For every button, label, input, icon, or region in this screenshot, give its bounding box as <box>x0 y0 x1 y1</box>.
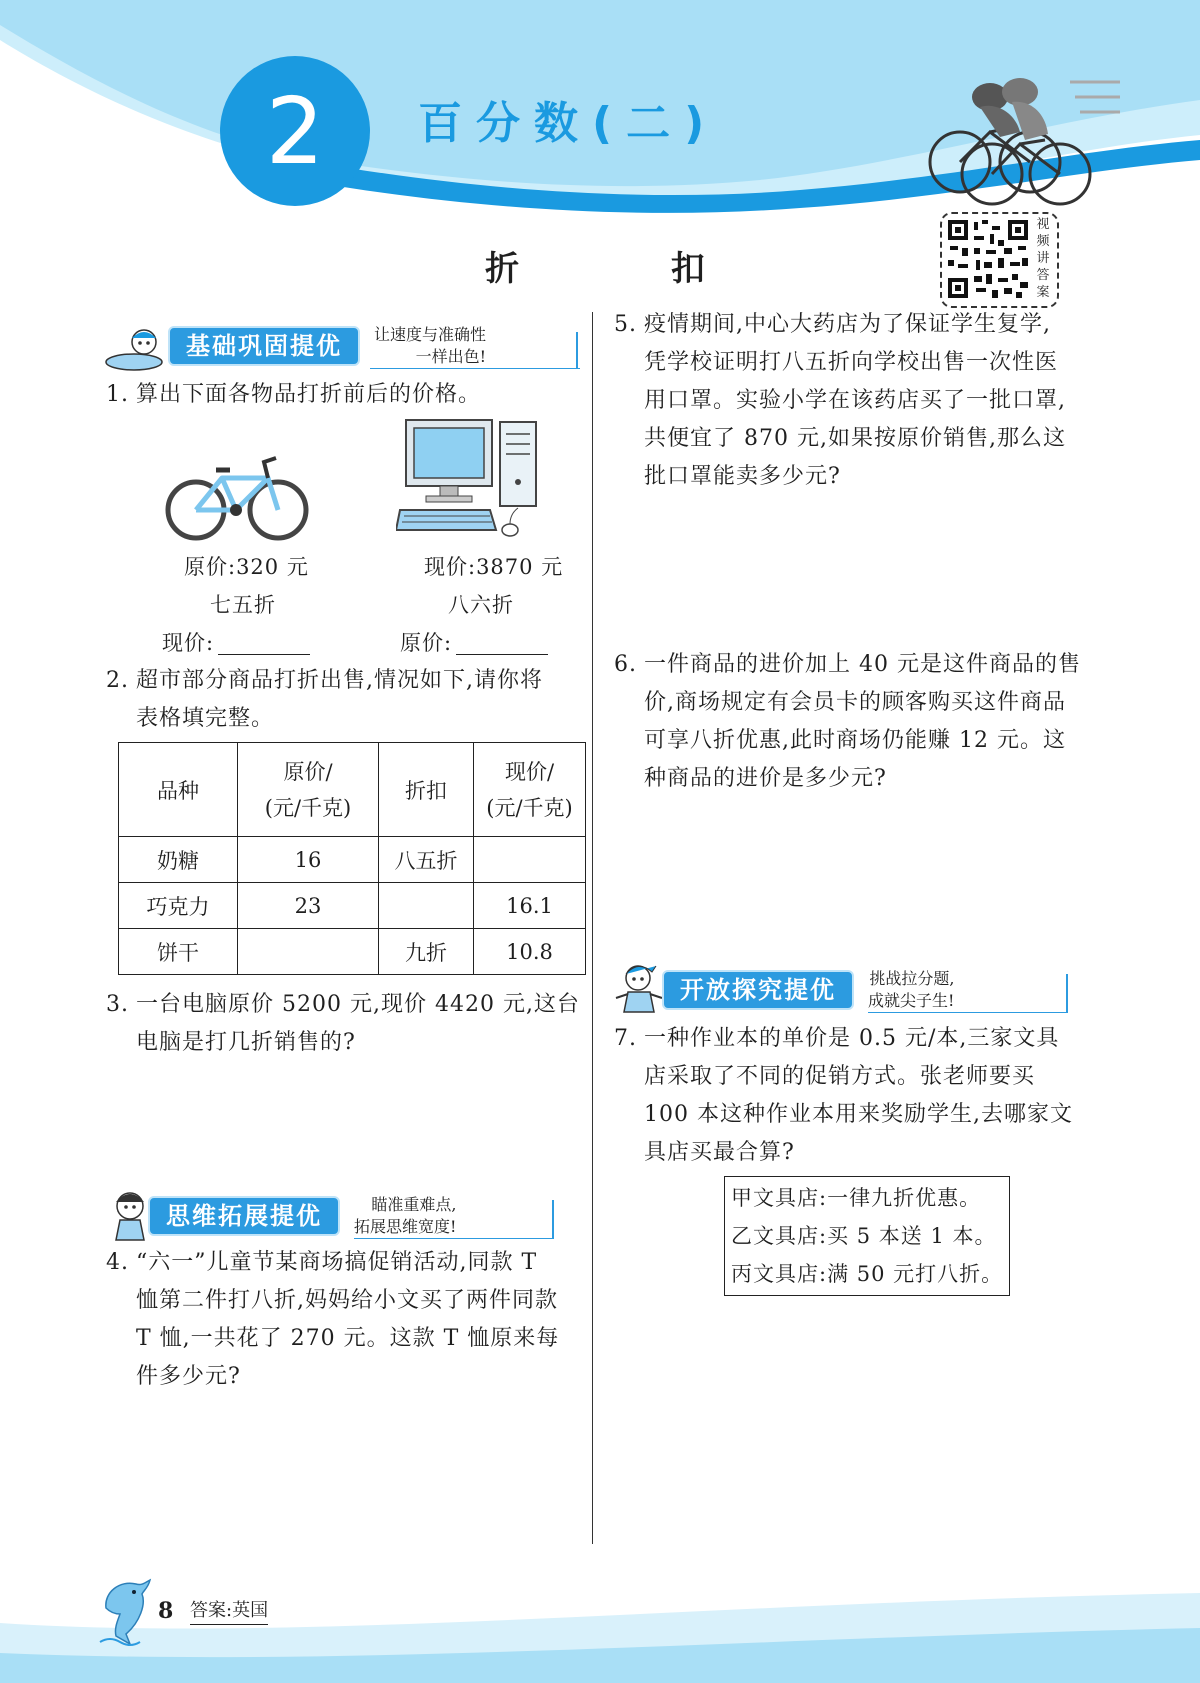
question-6 <box>614 646 1094 798</box>
question-text-line: 具店买最合算? <box>644 1140 795 1165</box>
banner-slogan-line: 一样出色! <box>415 347 487 366</box>
table-row <box>119 837 586 883</box>
question-text-line: 批口罩能卖多少元? <box>644 464 841 489</box>
question-5 <box>614 306 1094 496</box>
table-header-cell: 品种 <box>119 743 238 837</box>
question-number: 3. <box>106 992 129 1017</box>
question-7 <box>614 1020 1094 1172</box>
qr-caption-char: 案 <box>1036 285 1050 300</box>
question-text-line: 超市部分商品打折出售,情况如下,请你将 <box>136 668 543 693</box>
question-4 <box>106 1244 586 1396</box>
mascot-icon <box>104 1188 154 1244</box>
qr-caption-char: 频 <box>1036 234 1050 249</box>
question-text-line: 一台电脑原价 5200 元,现价 4420 元,这台 <box>136 992 580 1017</box>
banner-open-slogan <box>868 968 954 1012</box>
banner-basic <box>168 326 486 366</box>
question-text-line: 价,商场规定有会员卡的顾客购买这件商品 <box>644 690 1066 715</box>
question-text: 算出下面各物品打折前后的价格。 <box>136 382 482 407</box>
banner-slogan-line: 让速度与准确性 <box>374 325 487 344</box>
banner-open-label: 开放探究提优 <box>662 970 854 1010</box>
question-text-line: 件多少元? <box>136 1364 241 1389</box>
column-divider <box>592 312 593 1544</box>
question-number: 2. <box>106 668 129 693</box>
table-header-cell: 折扣 <box>379 743 474 837</box>
qr-caption-char: 答 <box>1036 268 1050 283</box>
question-text-line: 100 本这种作业本用来奖励学生,去哪家文 <box>644 1102 1073 1127</box>
mascot-icon <box>104 326 170 374</box>
table-cell: 奶糖 <box>119 837 238 883</box>
table-header-cell <box>474 743 586 837</box>
banner-thinking-underline <box>354 1238 554 1239</box>
item2-answer-label: 原价: <box>400 631 453 655</box>
question-text-line: 种商品的进价是多少元? <box>644 766 887 791</box>
banner-thinking-label: 思维拓展提优 <box>148 1196 340 1236</box>
banner-thinking-dot <box>552 1200 554 1238</box>
question-text-line: 店采取了不同的促销方式。张老师要买 <box>644 1064 1036 1089</box>
question-text-line: 一件商品的进价加上 40 元是这件商品的售 <box>644 652 1081 677</box>
item1-price: 原价:320 元 <box>184 555 309 579</box>
table-cell-blank[interactable] <box>474 837 586 883</box>
question-text-line: 疫情期间,中心大药店为了保证学生复学, <box>644 312 1051 337</box>
footer-answer: 答案:英国 <box>190 1598 268 1625</box>
store-promotions-box <box>724 1176 1010 1296</box>
table-cell-blank[interactable] <box>238 929 379 975</box>
section-title: 折 扣 <box>485 249 775 289</box>
question-text-line: “六一”儿童节某商场搞促销活动,同款 T <box>136 1250 538 1275</box>
question-text-line: 恤第二件打八折,妈妈给小文买了两件同款 <box>136 1288 558 1313</box>
question-text-line: 可享八折优惠,此时商场仍能赚 12 元。这 <box>644 728 1066 753</box>
question-number: 5. <box>614 312 637 337</box>
banner-basic-label: 基础巩固提优 <box>168 326 360 366</box>
table-cell: 八五折 <box>379 837 474 883</box>
banner-open-underline <box>868 1012 1068 1013</box>
qr-caption-char: 讲 <box>1036 251 1050 266</box>
table-cell: 16.1 <box>474 883 586 929</box>
banner-thinking <box>148 1196 456 1236</box>
banner-slogan-line: 瞄准重难点, <box>371 1195 457 1214</box>
banner-open-dot <box>1066 974 1068 1012</box>
item2-answer-blank[interactable] <box>456 654 548 655</box>
banner-thinking-slogan <box>354 1194 456 1238</box>
item1-answer-blank[interactable] <box>218 654 310 655</box>
question-1 <box>106 376 576 414</box>
question-3 <box>106 986 586 1062</box>
question-text-line: 表格填完整。 <box>136 706 275 731</box>
question-text-line: T 恤,一共花了 270 元。这款 T 恤原来每 <box>136 1326 560 1351</box>
item2-discount: 八六折 <box>448 593 514 617</box>
table-cell: 巧克力 <box>119 883 238 929</box>
question-text-line: 用口罩。实验小学在该药店买了一批口罩, <box>644 388 1066 413</box>
question-text-line: 共便宜了 870 元,如果按原价销售,那么这 <box>644 426 1066 451</box>
table-cell: 16 <box>238 837 379 883</box>
footer-wave <box>0 1583 1200 1683</box>
question-text-line: 凭学校证明打八五折向学校出售一次性医 <box>644 350 1059 375</box>
computer-illustration <box>396 418 546 542</box>
item1-discount: 七五折 <box>210 593 276 617</box>
table-cell: 饼干 <box>119 929 238 975</box>
banner-slogan-line: 挑战拉分题, <box>869 969 955 988</box>
chapter-number: 2 <box>265 78 325 185</box>
table-cell: 10.8 <box>474 929 586 975</box>
bicycle-illustration <box>164 448 310 544</box>
store-promotion-line: 乙文具店:买 5 本送 1 本。 <box>731 1224 997 1248</box>
store-promotion-line: 丙文具店:满 50 元打八折。 <box>731 1262 1004 1286</box>
table-header-line: 现价/ <box>504 759 555 784</box>
table-cell: 23 <box>238 883 379 929</box>
qr-caption-char: 视 <box>1036 217 1050 232</box>
chapter-title: 百分数(二) <box>418 98 719 149</box>
page-number: 8 <box>158 1598 174 1624</box>
question-text-line: 电脑是打几折销售的? <box>136 1030 356 1055</box>
question-number: 7. <box>614 1026 637 1051</box>
store-promotion-line: 甲文具店:一律九折优惠。 <box>731 1186 982 1210</box>
table-header-line: 原价/ <box>283 759 333 784</box>
table-header-line: (元/千克) <box>264 795 352 820</box>
question-text-line: 一种作业本的单价是 0.5 元/本,三家文具 <box>644 1026 1060 1051</box>
banner-slogan-line: 成就尖子生! <box>868 991 955 1010</box>
table-header-line: (元/千克) <box>486 795 573 820</box>
banner-slogan-line: 拓展思维宽度! <box>354 1217 457 1236</box>
banner-basic-slogan <box>374 324 486 368</box>
table-header-cell <box>238 743 379 837</box>
table-row <box>119 929 586 975</box>
banner-basic-dot <box>576 332 578 368</box>
item2-price: 现价:3870 元 <box>424 555 564 579</box>
question-2 <box>106 662 586 738</box>
question-number: 6. <box>614 652 637 677</box>
cyclist-illustration <box>920 62 1120 212</box>
dolphin-icon <box>96 1578 154 1648</box>
question-number: 4. <box>106 1250 129 1275</box>
mascot-icon <box>612 962 666 1018</box>
banner-open <box>662 970 954 1010</box>
price-table <box>118 742 586 975</box>
table-cell: 九折 <box>379 929 474 975</box>
table-cell-blank[interactable] <box>379 883 474 929</box>
question-number: 1. <box>106 382 129 407</box>
table-row <box>119 883 586 929</box>
item1-answer-label: 现价: <box>162 631 215 655</box>
banner-basic-underline <box>370 368 580 369</box>
